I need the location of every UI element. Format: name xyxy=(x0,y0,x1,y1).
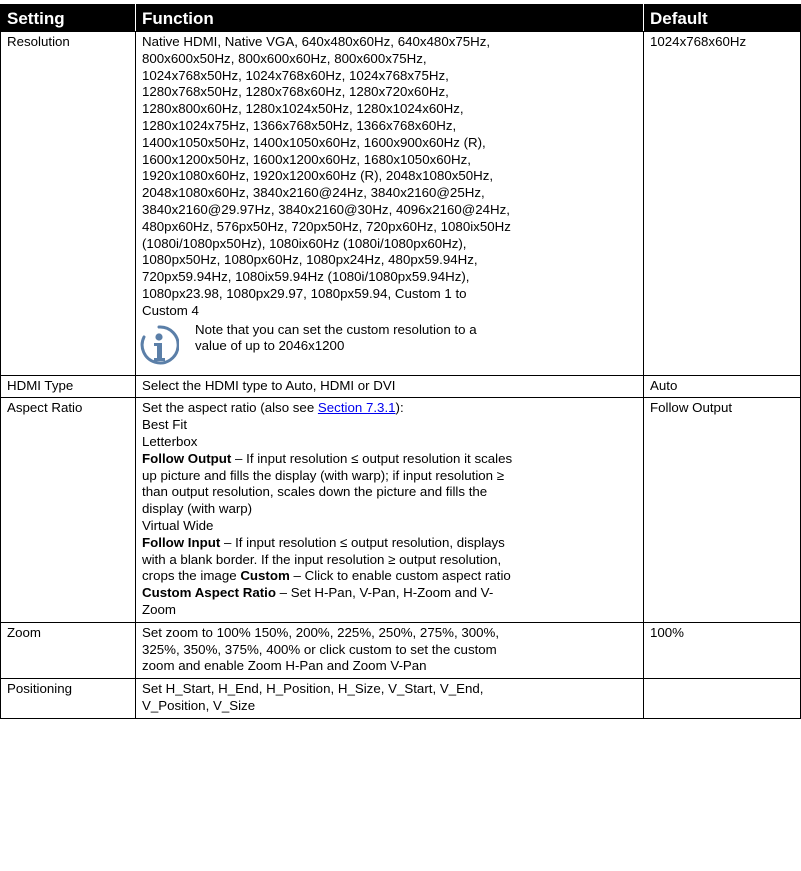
function-cell: Select the HDMI type to Auto, HDMI or DVI xyxy=(136,375,644,398)
note-line: Note that you can set the custom resolution to a xyxy=(195,321,477,337)
note-box xyxy=(142,322,637,368)
function-cell xyxy=(136,398,644,622)
header-function: Function xyxy=(136,5,644,32)
function-cell xyxy=(136,32,644,376)
aspect-intro: Set the aspect ratio (also see Section 7.3.1): xyxy=(142,400,404,416)
resolution-line: 1080px23.98, 1080px29.97, 1080px59.94, Custom 1 to xyxy=(142,285,467,301)
default-cell: Follow Output xyxy=(644,398,801,622)
setting-cell: Resolution xyxy=(1,32,136,376)
table-row-resolution xyxy=(1,32,801,376)
resolution-line: 1400x1050x50Hz, 1400x1050x60Hz, 1600x900x60Hz (R), xyxy=(142,134,486,150)
setting-cell: Aspect Ratio xyxy=(1,398,136,622)
info-icon xyxy=(139,324,179,368)
table-header-row xyxy=(1,5,801,32)
option-letterbox: Letterbox xyxy=(142,433,198,449)
zoom-line: 325%, 350%, 375%, 400% or click custom to set the custom xyxy=(142,641,497,657)
follow-input-text: crops the image Custom – Click to enable custom aspect ratio xyxy=(142,568,511,584)
resolution-line: 3840x2160@29.97Hz, 3840x2160@30Hz, 4096x2160@24Hz, xyxy=(142,201,511,217)
resolution-line: 800x600x50Hz, 800x600x60Hz, 800x600x75Hz, xyxy=(142,50,427,66)
zoom-line: zoom and enable Zoom H-Pan and Zoom V-Pan xyxy=(142,658,427,674)
resolution-line: 1920x1080x60Hz, 1920x1200x60Hz (R), 2048x1080x50Hz, xyxy=(142,168,494,184)
follow-output-text: display (with warp) xyxy=(142,501,253,517)
table-row-hdmi-type xyxy=(1,375,801,398)
resolution-line: (1080i/1080px50Hz), 1080ix60Hz (1080i/1080px60Hz), xyxy=(142,235,467,251)
zoom-line: Set zoom to 100% 150%, 200%, 225%, 250%, 275%, 300%, xyxy=(142,624,500,640)
follow-input-text: with a blank border. If the input resolution ≥ output resolution, xyxy=(142,551,502,567)
setting-cell: Zoom xyxy=(1,622,136,678)
setting-cell: Positioning xyxy=(1,679,136,719)
custom-ar-text: Zoom xyxy=(142,601,176,617)
table-row-aspect-ratio xyxy=(1,398,801,622)
resolution-line: 720px59.94Hz, 1080ix59.94Hz (1080i/1080px59.94Hz), xyxy=(142,269,470,285)
resolution-line: 1280x800x60Hz, 1280x1024x50Hz, 1280x1024x60Hz, xyxy=(142,101,464,117)
header-default: Default xyxy=(644,5,801,32)
default-cell: 100% xyxy=(644,622,801,678)
option-follow-output: Follow Output – If input resolution ≤ output resolution it scales xyxy=(142,450,513,466)
option-virtual-wide: Virtual Wide xyxy=(142,517,214,533)
default-cell: 1024x768x60Hz xyxy=(644,32,801,376)
resolution-line: 1280x768x50Hz, 1280x768x60Hz, 1280x720x60Hz, xyxy=(142,84,449,100)
table-row-zoom xyxy=(1,622,801,678)
function-cell xyxy=(136,622,644,678)
resolution-line: Native HDMI, Native VGA, 640x480x60Hz, 640x480x75Hz, xyxy=(142,34,491,49)
resolution-line: Custom 4 xyxy=(142,302,199,318)
header-setting: Setting xyxy=(1,5,136,32)
option-custom-aspect-ratio: Custom Aspect Ratio – Set H-Pan, V-Pan, H-Zoom and V- xyxy=(142,585,494,601)
default-cell: Auto xyxy=(644,375,801,398)
follow-output-text: than output resolution, scales down the picture and fills the xyxy=(142,484,488,500)
table-row-positioning xyxy=(1,679,801,719)
resolution-line: 1280x1024x75Hz, 1366x768x50Hz, 1366x768x60Hz, xyxy=(142,117,457,133)
resolution-line: 1600x1200x50Hz, 1600x1200x60Hz, 1680x1050x60Hz, xyxy=(142,151,471,167)
setting-cell: HDMI Type xyxy=(1,375,136,398)
positioning-line: V_Position, V_Size xyxy=(142,697,256,713)
settings-table xyxy=(0,4,801,719)
note-line: value of up to 2046x1200 xyxy=(195,338,345,354)
section-link[interactable]: Section 7.3.1 xyxy=(317,400,396,416)
option-best-fit: Best Fit xyxy=(142,417,188,433)
option-follow-input: Follow Input – If input resolution ≤ output resolution, displays xyxy=(142,534,505,550)
resolution-line: 1080px50Hz, 1080px60Hz, 1080px24Hz, 480px59.94Hz, xyxy=(142,252,478,268)
resolution-line: 1024x768x50Hz, 1024x768x60Hz, 1024x768x75Hz, xyxy=(142,67,449,83)
note-text xyxy=(195,322,637,356)
default-cell xyxy=(644,679,801,719)
follow-output-text: up picture and fills the display (with warp); if input resolution ≥ xyxy=(142,467,505,483)
resolution-line: 2048x1080x60Hz, 3840x2160@24Hz, 3840x2160@25Hz, xyxy=(142,185,485,201)
resolution-line: 480px60Hz, 576px50Hz, 720px50Hz, 720px60Hz, 1080ix50Hz xyxy=(142,218,511,234)
function-cell xyxy=(136,679,644,719)
positioning-line: Set H_Start, H_End, H_Position, H_Size, V_Start, V_End, xyxy=(142,681,484,697)
